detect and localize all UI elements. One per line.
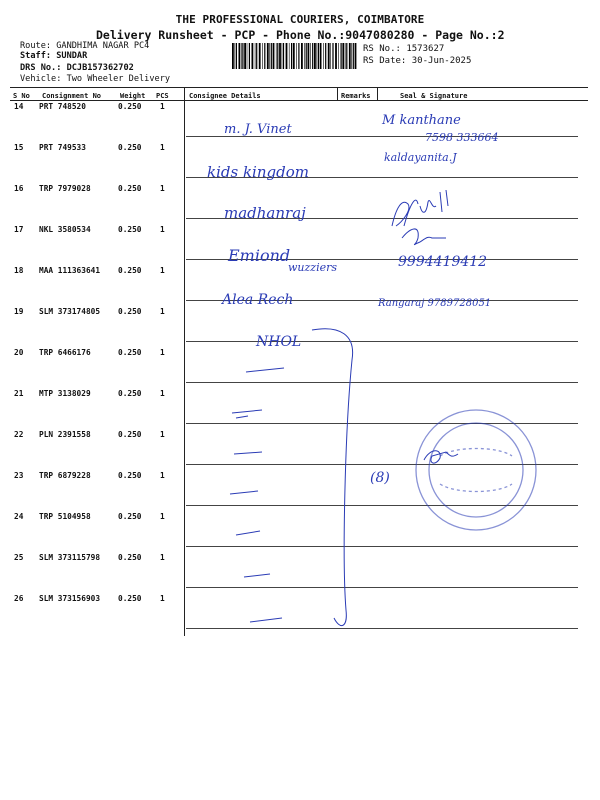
drs-number: DRS No.: DCJB157362702 (20, 63, 134, 73)
row-consignment-no: SLM 373156903 (39, 594, 101, 603)
row-sno: 24 (14, 512, 24, 521)
row-pcs: 1 (160, 471, 165, 480)
row-pcs: 1 (160, 184, 165, 193)
r25-ditto-mark (244, 574, 270, 577)
row-weight: 0.250 (118, 307, 142, 316)
row-sno: 26 (14, 594, 24, 603)
r20-consignee-handwriting: NHOL (256, 334, 302, 350)
row-weight: 0.250 (118, 225, 142, 234)
row-weight: 0.250 (118, 348, 142, 357)
row-sno: 15 (14, 143, 24, 152)
company-title: THE PROFESSIONAL COURIERS, COIMBATORE (175, 13, 425, 26)
r21-ditto-mark (232, 410, 262, 418)
r16-consignee-handwriting: kids kingdom (207, 163, 309, 181)
row-weight: 0.250 (118, 512, 142, 521)
row-pcs: 1 (160, 307, 165, 316)
rs-number: RS No.: 1573627 (363, 44, 445, 54)
col-header-weight: Weight (120, 92, 146, 100)
r14-signature-handwriting: M kanthane (382, 113, 461, 128)
row-consignment-no: MAA 111363641 (39, 266, 101, 275)
row-pcs: 1 (160, 594, 165, 603)
r18-phone-handwriting: 9994419412 (398, 254, 488, 270)
row-consignment-no: SLM 373174805 (39, 307, 101, 316)
row-pcs: 1 (160, 143, 165, 152)
row-sno: 25 (14, 553, 24, 562)
r24-ditto-mark (236, 531, 260, 535)
row-sno: 17 (14, 225, 24, 234)
row-pcs: 1 (160, 389, 165, 398)
r17-signature-scribble (402, 229, 446, 245)
row-consignment-no: MTP 3138029 (39, 389, 91, 398)
row-consignment-no: PLN 2391558 (39, 430, 91, 439)
row-sno: 14 (14, 102, 24, 111)
vehicle-label: Vehicle: Two Wheeler Delivery (20, 74, 171, 84)
col-header-pcs: PCS (156, 92, 169, 100)
row-weight: 0.250 (118, 184, 142, 193)
r22-signature-scribble (424, 451, 458, 463)
row-weight: 0.250 (118, 266, 142, 275)
row-pcs: 1 (160, 430, 165, 439)
r15-signature-handwriting: kaldayanita.J (384, 151, 457, 164)
r16-signature-scribble (392, 190, 448, 226)
r18-consignee-handwriting-2: wuzziers (288, 261, 338, 274)
row-pcs: 1 (160, 348, 165, 357)
r22-ditto-mark (234, 452, 262, 454)
company-seal-stamp (416, 410, 536, 530)
r14-phone-handwriting: 7598 333664 (425, 131, 499, 144)
col-header-sno: S No (13, 92, 30, 100)
r14-consignee-handwriting: m. J. Vinet (224, 122, 292, 137)
row-sno: 18 (14, 266, 24, 275)
row-sno: 16 (14, 184, 24, 193)
rs-date: RS Date: 30-Jun-2025 (363, 56, 472, 66)
row-sno: 23 (14, 471, 24, 480)
route-label: Route: GANDHIMA NAGAR PC4 (20, 41, 150, 51)
r18-consignee-handwriting: Emiond (228, 246, 291, 265)
row-weight: 0.250 (118, 143, 142, 152)
col-header-remarks: Remarks (341, 92, 371, 100)
row-consignment-no: TRP 7979028 (39, 184, 91, 193)
row-weight: 0.250 (118, 471, 142, 480)
row-sno: 21 (14, 389, 24, 398)
row-sno: 19 (14, 307, 24, 316)
r19-signature-handwriting: Rangaraj 9789728051 (378, 298, 492, 309)
row-consignment-no: PRT 749533 (39, 143, 86, 152)
staff-label: Staff: SUNDAR (20, 51, 88, 61)
row-consignment-no: SLM 373115798 (39, 553, 101, 562)
r23-ditto-mark (230, 491, 258, 494)
row-weight: 0.250 (118, 553, 142, 562)
col-header-consignment: Consignment No (42, 92, 102, 100)
row-pcs: 1 (160, 553, 165, 562)
r19-consignee-handwriting: Alea Rech (222, 292, 294, 308)
row-pcs: 1 (160, 512, 165, 521)
r23-note-handwriting: (8) (370, 470, 390, 486)
runsheet-subtitle: Delivery Runsheet - PCP - Phone No.:9047080280 - Page No.:2 (96, 28, 505, 42)
row-consignment-no: PRT 748520 (39, 102, 86, 111)
ditto-bracket (312, 329, 353, 626)
row-consignment-no: TRP 5104958 (39, 512, 91, 521)
col-header-seal: Seal & Signature (400, 92, 468, 100)
row-sno: 22 (14, 430, 24, 439)
row-pcs: 1 (160, 225, 165, 234)
row-weight: 0.250 (118, 389, 142, 398)
row-consignment-no: TRP 6879228 (39, 471, 91, 480)
col-header-consignee: Consignee Details (189, 92, 261, 100)
r26-ditto-mark (250, 618, 282, 622)
row-pcs: 1 (160, 266, 165, 275)
row-consignment-no: NKL 3580534 (39, 225, 91, 234)
row-consignment-no: TRP 6466176 (39, 348, 91, 357)
row-weight: 0.250 (118, 594, 142, 603)
row-weight: 0.250 (118, 430, 142, 439)
row-weight: 0.250 (118, 102, 142, 111)
r20-ditto-mark (246, 368, 284, 372)
row-pcs: 1 (160, 102, 165, 111)
row-sno: 20 (14, 348, 24, 357)
r17-consignee-handwriting: madhanraj (224, 204, 306, 222)
